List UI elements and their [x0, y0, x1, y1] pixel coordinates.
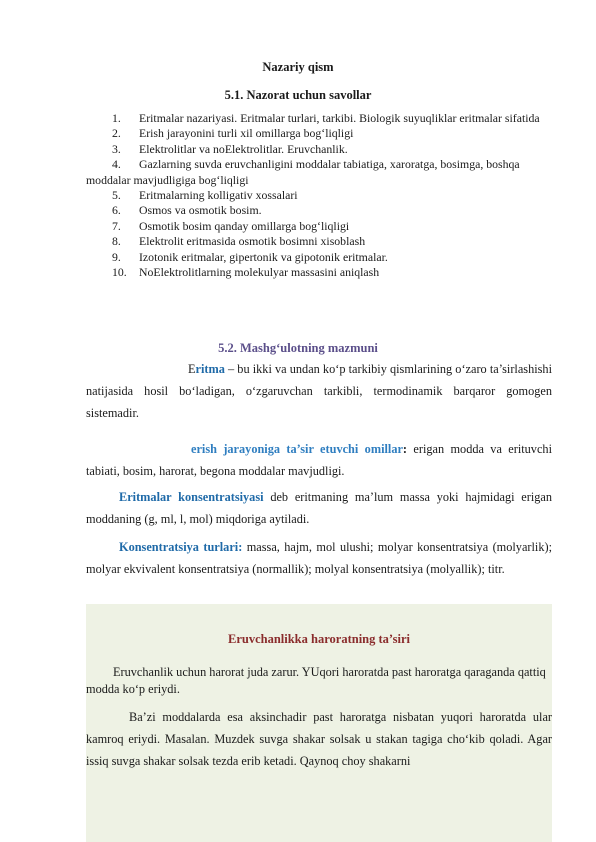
list-item: 5. Eritmalarning kolligativ xossalari — [112, 188, 298, 203]
term-concentration: Eritmalar konsentratsiyasi — [119, 490, 264, 504]
term-concentration-types: Konsentratsiya turlari: — [119, 540, 243, 554]
box-title: Eruvchanlikka haroratning ta’siri — [228, 632, 410, 646]
box-paragraph-2: Ba’zi moddalarda esa aksinchadir past haroratga nisbatan yuqori haroratda ular kamroq eriydi. Masalan. Muzdek suvga shakar solsak u stakan tagiga cho‘kib qoladi. Agar issiq suvga shakar solsak tezda erib ketadi. Qaynoq choy shakarni — [86, 710, 552, 768]
list-item: 10. NoElektrolitlarning molekulyar massasini aniqlash — [112, 265, 380, 280]
section-title: Nazariy qism — [262, 60, 334, 74]
list-item: 2. Erish jarayonini turli xil omillarga bog‘liqligi — [112, 126, 354, 141]
list-item: 7. Osmotik bosim qanday omillarga bog‘liqligi — [112, 218, 350, 233]
list-item: 3. Elektrolitlar va noElektrolitlar. Eruvchanlik. — [112, 141, 348, 156]
list-item: 8. Elektrolit eritmasida osmotik bosimni xisoblash — [112, 234, 366, 249]
paragraph-concentration-types: Konsentratsiya turlari: massa, hajm, mol ulushi; molyar konsentratsiya (molyarlik); molyar ekvivalent konsentratsiya (normallik); molyal konsentratsiya (molyallik); titr. — [86, 540, 552, 576]
paragraph-concentration: Eritmalar konsentratsiyasi deb eritmaning ma’lum massa yoki hajmidagi erigan moddaning (g, ml, l, mol) miqdoriga aytiladi. — [86, 490, 553, 526]
subsection-title-questions: 5.1. Nazorat uchun savollar — [224, 88, 372, 102]
paragraph-definition: Eritma – bu ikki va undan ko‘p tarkibiy qismlarining o‘zaro ta’sirlashishi natijasida hosil bo‘ladigan, o‘zgaruvchan tarkibli, termodinamik barqaror gomogen sistemadir. — [86, 362, 552, 420]
list-item: 6. Osmos va osmotik bosim. — [112, 203, 262, 218]
list-item: 4. Gazlarning suvda eruvchanligini moddalar tabiatiga, xaroratga, bosimga, boshqa moddalar mavjudligiga bog‘liqligi — [86, 157, 520, 187]
questions-list — [86, 111, 556, 280]
list-item: 1. Eritmalar nazariyasi. Eritmalar turlari, tarkibi. Biologik suyuqliklar eritmalar sifatida — [112, 111, 540, 125]
term-eritma: ritma — [195, 362, 225, 376]
term-factors: erish jarayoniga ta’sir etuvchi omillar — [191, 442, 403, 456]
paragraph-factors: erish jarayoniga ta’sir etuvchi omillar: erigan modda va erituvchi tabiati, bosim, harorat, begona moddalar mavjudligi. — [86, 442, 552, 478]
subsection-title-content: 5.2. Mashg‘ulotning mazmuni — [218, 341, 378, 355]
list-item: 9. Izotonik eritmalar, gipertonik va gipotonik eritmalar. — [112, 249, 388, 264]
box-paragraph-1: Eruvchanlik uchun harorat juda zarur. YUqori haroratda past haroratga qaraganda qattiq modda ko‘p eriydi. — [86, 665, 546, 696]
